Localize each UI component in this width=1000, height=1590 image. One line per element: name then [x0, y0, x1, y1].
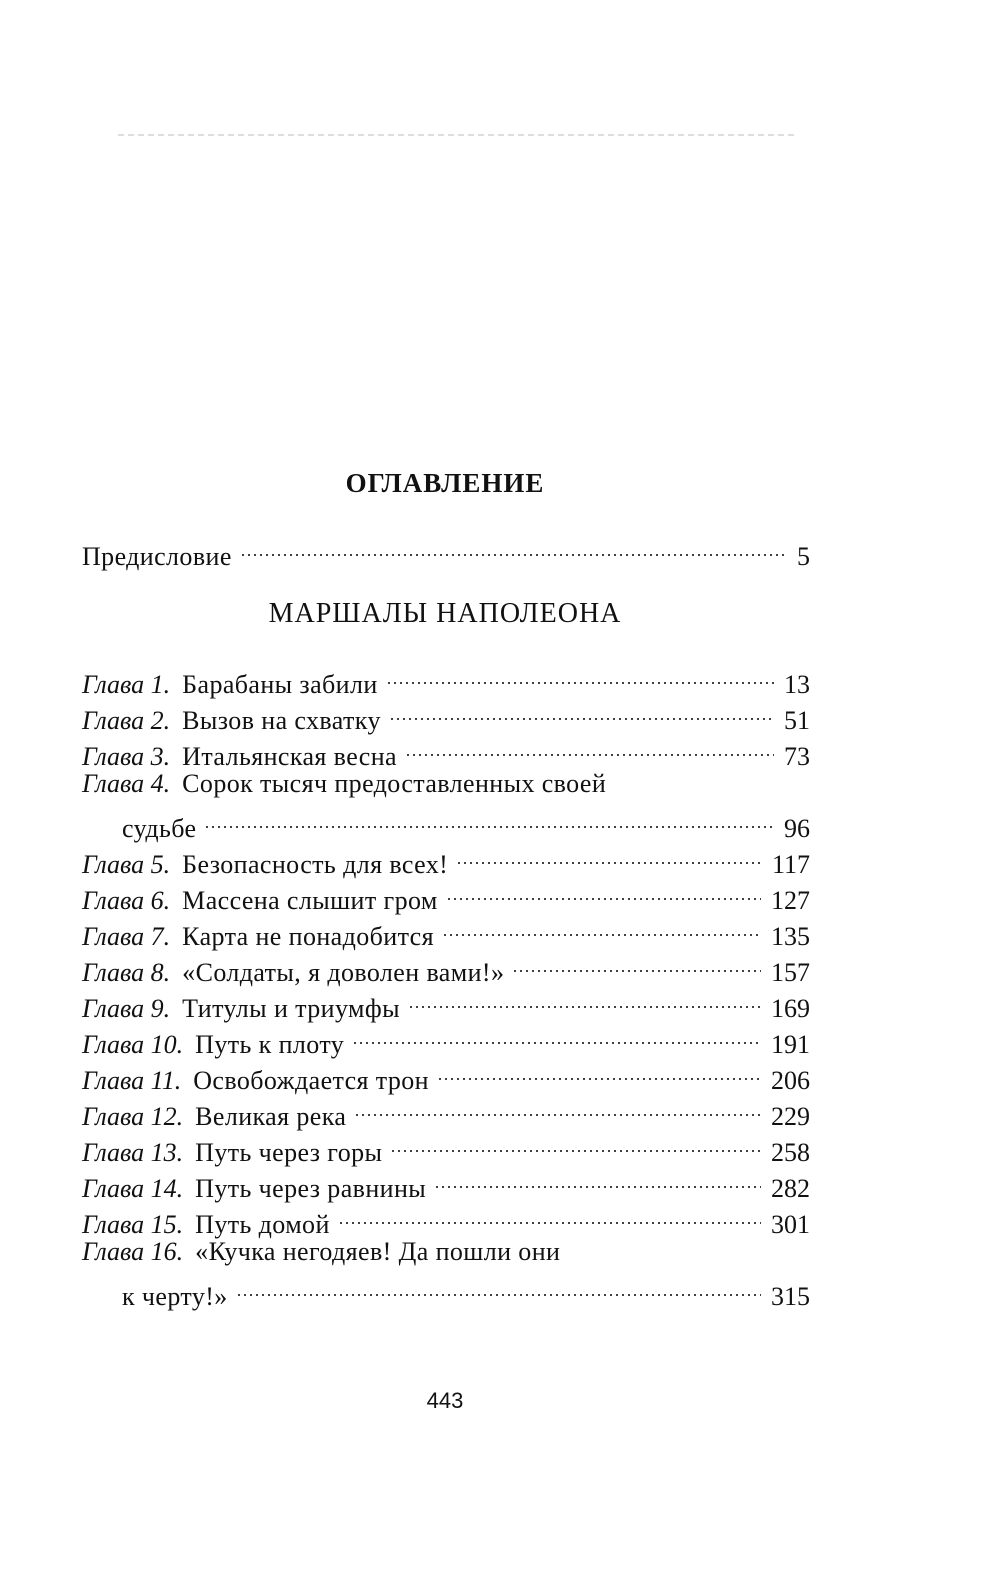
chapter-label: Глава 3. — [82, 742, 171, 771]
chapter-page: 258 — [771, 1138, 810, 1167]
chapter-title: Путь домой — [195, 1210, 330, 1239]
chapter-label: Глава 7. — [82, 922, 171, 951]
toc-entry-chapter-7[interactable] — [82, 911, 810, 951]
chapter-title-continued: к черту!» — [122, 1282, 228, 1311]
chapter-page: 191 — [771, 1030, 810, 1059]
toc-entry-chapter-8[interactable] — [82, 947, 810, 987]
toc-entry-chapter-9[interactable] — [82, 983, 810, 1023]
chapter-title-continued: судьбе — [122, 814, 197, 843]
toc-entry-chapter-10[interactable] — [82, 1019, 810, 1059]
chapter-page: 229 — [771, 1102, 810, 1131]
chapter-label: Глава 4. — [82, 769, 171, 798]
dot-leader — [386, 659, 774, 693]
toc-entry-chapter-3[interactable] — [82, 731, 810, 771]
chapter-title: Путь к плоту — [195, 1030, 345, 1059]
dot-leader — [408, 983, 761, 1017]
chapter-page: 73 — [784, 742, 810, 771]
dot-leader — [389, 695, 774, 729]
toc-entry-chapter-4[interactable] — [82, 767, 810, 843]
chapter-page: 51 — [784, 706, 810, 735]
dot-leader — [446, 875, 761, 909]
dot-leader — [405, 731, 774, 765]
chapter-label: Глава 13. — [82, 1138, 184, 1167]
dot-leader — [240, 531, 787, 565]
chapter-title: Великая река — [195, 1102, 347, 1131]
chapter-label: Глава 16. — [82, 1237, 184, 1266]
toc-entry-chapter-1[interactable] — [82, 659, 810, 699]
chapter-title: «Солдаты, я доволен вами!» — [182, 958, 505, 987]
chapter-page: 117 — [771, 850, 810, 879]
dot-leader — [437, 1055, 761, 1089]
chapter-label: Глава 6. — [82, 886, 171, 915]
chapter-label: Глава 15. — [82, 1210, 184, 1239]
toc-entry-chapter-12[interactable] — [82, 1091, 810, 1131]
chapter-label: Глава 5. — [82, 850, 171, 879]
dot-leader — [338, 1199, 761, 1233]
toc-entry-chapter-15[interactable] — [82, 1199, 810, 1239]
preface-text: Предисловие — [82, 542, 232, 571]
dot-leader — [352, 1019, 761, 1053]
toc-entry-chapter-2[interactable] — [82, 695, 810, 735]
chapter-page: 127 — [771, 886, 810, 915]
chapter-title: Барабаны забили — [182, 670, 378, 699]
chapter-title: Путь через равнины — [195, 1174, 427, 1203]
toc-title: ОГЛАВЛЕНИЕ — [345, 468, 545, 498]
dot-leader — [442, 911, 761, 945]
chapter-label: Глава 9. — [82, 994, 171, 1023]
chapter-title: Титулы и триумфы — [182, 994, 400, 1023]
part-title: МАРШАЛЫ НАПОЛЕОНА — [268, 598, 622, 629]
chapter-title: Итальянская весна — [182, 742, 397, 771]
chapter-page: 13 — [784, 670, 810, 699]
dot-leader — [390, 1127, 761, 1161]
chapter-page: 135 — [771, 922, 810, 951]
chapter-page: 169 — [771, 994, 810, 1023]
dot-leader — [456, 839, 762, 873]
chapter-title: Карта не понадобится — [182, 922, 434, 951]
chapter-title: Сорок тысяч предоставленных своей — [182, 769, 607, 798]
chapter-label: Глава 2. — [82, 706, 171, 735]
toc-entry-chapter-13[interactable] — [82, 1127, 810, 1167]
chapter-label: Глава 8. — [82, 958, 171, 987]
chapter-title: Вызов на схватку — [182, 706, 381, 735]
chapter-title: Массена слышит гром — [182, 886, 438, 915]
toc-entry-chapter-5[interactable] — [82, 839, 810, 879]
dot-leader — [204, 803, 774, 837]
chapter-page: 96 — [784, 814, 810, 843]
dot-leader — [354, 1091, 761, 1125]
dot-leader — [434, 1163, 761, 1197]
dot-leader — [512, 947, 761, 981]
toc-entry-chapter-16[interactable] — [82, 1235, 810, 1311]
chapter-title: Освобождается трон — [193, 1066, 429, 1095]
preface-page: 5 — [797, 542, 810, 571]
chapter-title: Путь через горы — [195, 1138, 383, 1167]
toc-entry-chapter-6[interactable] — [82, 875, 810, 915]
chapter-label: Глава 10. — [82, 1030, 184, 1059]
chapter-label: Глава 11. — [82, 1066, 182, 1095]
chapter-page: 157 — [771, 958, 810, 987]
toc-entry-preface[interactable] — [82, 531, 810, 571]
scan-artifact-line — [118, 134, 798, 136]
dot-leader — [236, 1271, 761, 1305]
chapter-page: 206 — [771, 1066, 810, 1095]
toc-entry-chapter-11[interactable] — [82, 1055, 810, 1095]
chapter-label: Глава 12. — [82, 1102, 184, 1131]
toc-entry-chapter-14[interactable] — [82, 1163, 810, 1203]
page-number: 443 — [426, 1388, 464, 1413]
chapter-label: Глава 1. — [82, 670, 171, 699]
chapter-page: 315 — [771, 1282, 810, 1311]
chapter-page: 282 — [771, 1174, 810, 1203]
chapter-page: 301 — [771, 1210, 810, 1239]
chapter-title: Безопасность для всех! — [182, 850, 449, 879]
chapter-title: «Кучка негодяев! Да пошли они — [195, 1237, 561, 1266]
chapter-label: Глава 14. — [82, 1174, 184, 1203]
